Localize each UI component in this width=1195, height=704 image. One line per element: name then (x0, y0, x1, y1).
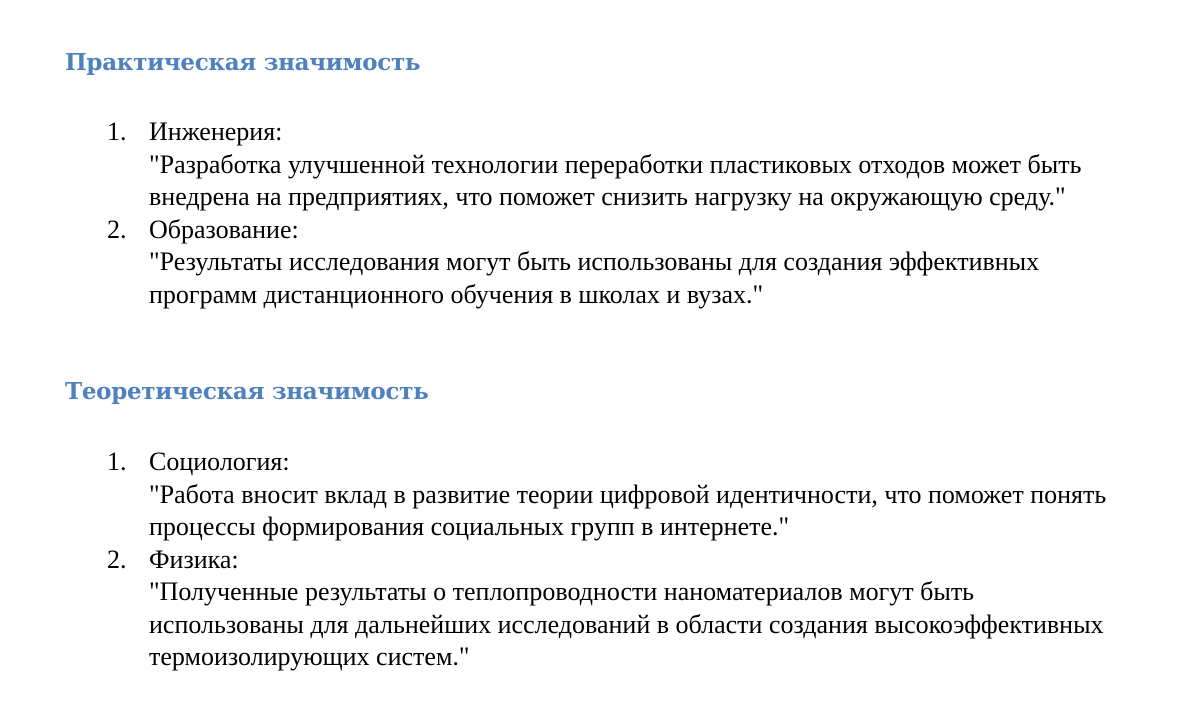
list-item (0, 116, 1129, 214)
list-item-number: 2. (107, 214, 127, 244)
list-item (0, 446, 1129, 544)
practical-significance-list (0, 116, 1129, 311)
theoretical-significance-list (0, 446, 1129, 674)
list-item-quote: "Полученные результаты о теплопроводности наноматериалов могут быть использованы для дальнейших исследований в области создания высокоэффективных термоизолирующих систем." (149, 577, 1104, 671)
list-item-number: 1. (107, 447, 127, 476)
list-item-label: Инженерия: (149, 117, 283, 146)
list-item-label: Образование: (149, 214, 299, 244)
section-heading-practical: Практическая значимость (65, 49, 421, 76)
list-item-label: Физика: (149, 544, 239, 574)
list-item-number: 1. (107, 117, 127, 146)
list-item-quote: "Разработка улучшенной технологии переработки пластиковых отходов может быть внедрена на предприятиях, что поможет снизить нагрузку на окружающую среду." (149, 149, 1082, 211)
list-item-number: 2. (107, 544, 127, 574)
list-item (0, 544, 1129, 674)
list-item-quote: "Результаты исследования могут быть использованы для создания эффективных программ дистанционного обучения в школах и вузах." (149, 247, 1040, 309)
section-heading-theoretical: Теоретическая значимость (65, 378, 429, 405)
list-item-quote: "Работа вносит вклад в развитие теории цифровой идентичности, что поможет понять процессы формирования социальных групп в интернете." (149, 479, 1107, 541)
list-item (0, 214, 1129, 312)
list-item-label: Социология: (149, 447, 290, 476)
